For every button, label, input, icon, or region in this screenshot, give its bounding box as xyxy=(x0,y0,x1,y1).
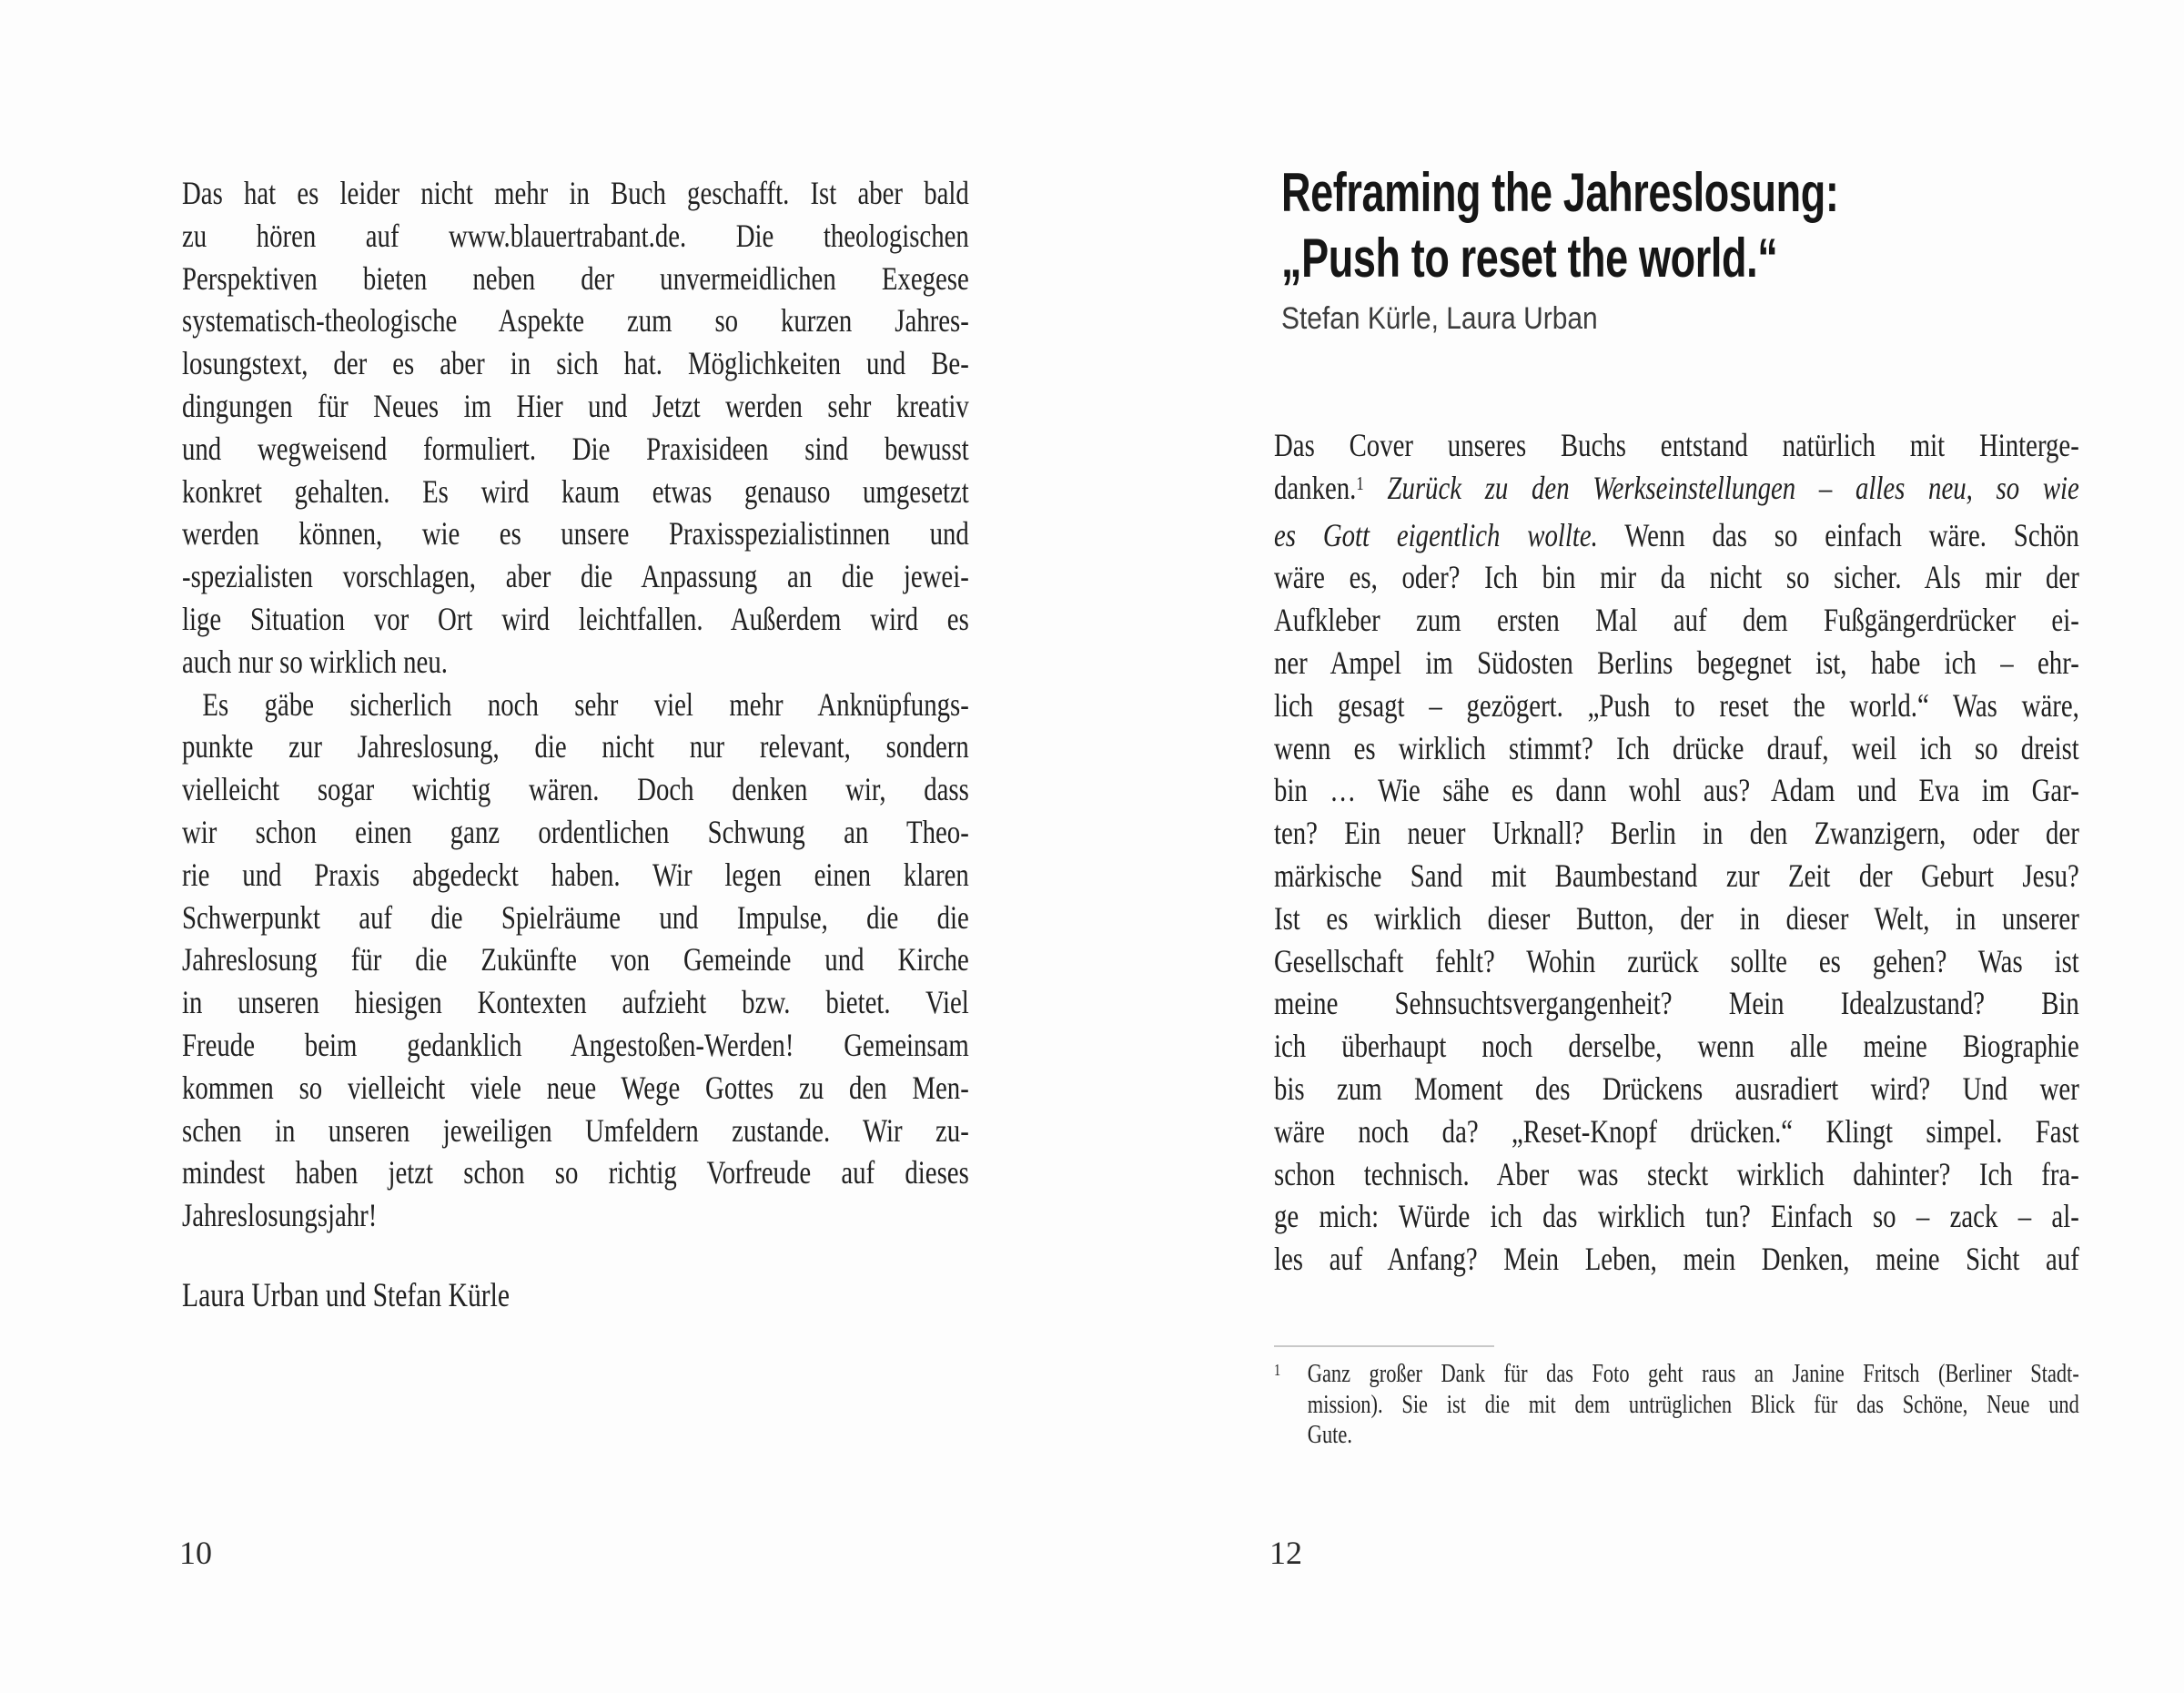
chapter-title xyxy=(1281,160,1838,291)
text-line: Das Cover unseres Buchs entstand natürlich mit Hinterge- xyxy=(1274,427,2079,463)
text-line: ner Ampel im Südosten Berlins begegnet ist, habe ich – ehr- xyxy=(1274,644,2079,681)
text-line: bin … Wie sähe es dann wohl aus? Adam und Eva im Gar- xyxy=(1274,772,2079,809)
text-line xyxy=(1274,514,2079,557)
text-line: Ist es wirklich dieser Button, der in dieser Welt, in unserer xyxy=(1274,899,2079,937)
text-line: auch nur so wirklich neu. xyxy=(182,643,448,680)
footnote-divider xyxy=(1274,1345,1494,1347)
text-line: wir schon einen ganz ordentlichen Schwung an Theo- xyxy=(182,813,969,850)
text-line: wäre noch da? „Reset-Knopf drücken.“ Klingt simpel. Fast xyxy=(1274,1112,2079,1150)
italic-text: Zurück zu den Werkseinstellungen – alles neu, so wie xyxy=(1387,469,2079,506)
text-line: losungstext, der es aber in sich hat. Möglichkeiten und Be- xyxy=(182,345,969,382)
right-body-text xyxy=(1274,424,2184,1281)
text-line: meine Sehnsuchtsvergangenheit? Mein Idealzustand? Bin xyxy=(1274,985,2079,1022)
text-line: schen in unseren jeweiligen Umfeldern zustande. Wir zu- xyxy=(182,1111,969,1149)
footnote xyxy=(1274,1359,2184,1451)
text-line: Aufkleber zum ersten Mal auf dem Fußgängerdrücker ei- xyxy=(1274,602,2079,639)
left-body-text xyxy=(182,172,1166,1237)
text-line: schon technisch. Aber was steckt wirklich dahinter? Ich fra- xyxy=(1274,1155,2079,1192)
chapter-title-block xyxy=(1281,160,2025,291)
text-line: ich überhaupt noch derselbe, wenn alle meine Biographie xyxy=(1274,1028,2079,1065)
signature: Laura Urban und Stefan Kürle xyxy=(182,1277,510,1314)
text-line: märkische Sand mit Baumbestand zur Zeit der Geburt Jesu? xyxy=(1274,857,2079,894)
footnote-marker: 1 xyxy=(1274,1361,1281,1379)
text-line: punkte zur Jahreslosung, die nicht nur relevant, sondern xyxy=(182,728,969,765)
page-number-left: 10 xyxy=(179,1535,212,1571)
text-line: systematisch-theologische Aspekte zum so kurzen Jahres- xyxy=(182,302,969,340)
text-line: lige Situation vor Ort wird leichtfallen. Außerdem wird es xyxy=(182,600,969,637)
text-line: ge mich: Würde ich das wirklich tun? Einfach so – zack – al- xyxy=(1274,1198,2079,1235)
text-line: les auf Anfang? Mein Leben, mein Denken, meine Sicht auf xyxy=(1274,1241,2079,1278)
text-line: wäre es, oder? Ich bin mir da nicht so sicher. Als mir der xyxy=(1274,559,2079,596)
footnote-column xyxy=(1274,1359,2079,1451)
text-line: Freude beim gedanklich Angestoßen-Werden! Gemeinsam xyxy=(182,1026,969,1063)
right-body-column xyxy=(1274,424,2079,1281)
footnote-reference: 1 xyxy=(1356,472,1364,495)
text-line: Es gäbe sicherlich noch sehr viel mehr Anknüpfungs- xyxy=(202,685,969,723)
text-line xyxy=(1274,467,2079,514)
left-body-column xyxy=(182,172,969,1237)
text-line: Jahreslosung für die Zukünfte von Gemeinde und Kirche xyxy=(182,941,969,978)
text-line: Ganz großer Dank für das Foto geht raus an Janine Fritsch (Berliner Stadt- xyxy=(1307,1360,2079,1388)
plain-text: Wenn das so einfach wäre. Schön xyxy=(1597,516,2079,553)
chapter-title-line-2: „Push to reset the world.“ xyxy=(1281,228,1778,289)
text-line: lich gesagt – gezögert. „Push to reset the world.“ Was wäre, xyxy=(1274,686,2079,724)
byline-block xyxy=(1281,300,1641,337)
text-line: kommen so vielleicht viele neue Wege Gottes zu den Men- xyxy=(182,1069,969,1106)
plain-text xyxy=(1364,470,1388,506)
text-line: und wegweisend formuliert. Die Praxisideen sind bewusst xyxy=(182,430,969,467)
text-line: Gesellschaft fehlt? Wohin zurück sollte es gehen? Was ist xyxy=(1274,942,2079,979)
byline: Stefan Kürle, Laura Urban xyxy=(1281,301,1598,336)
footnote-row xyxy=(1274,1359,2079,1451)
text-line: konkret gehalten. Es wird kaum etwas genauso umgesetzt xyxy=(182,472,969,510)
text-line: Gute. xyxy=(1307,1421,1352,1450)
page-number-right: 12 xyxy=(1269,1535,1302,1571)
text-line: Schwerpunkt auf die Spielräume und Impulse, die die xyxy=(182,898,969,936)
footnote-text xyxy=(1308,1359,2079,1451)
text-line: ten? Ein neuer Urknall? Berlin in den Zwanzigern, oder der xyxy=(1274,815,2079,852)
text-line: Das hat es leider nicht mehr in Buch geschafft. Ist aber bald xyxy=(182,175,969,211)
italic-text: es Gott eigentlich wollte. xyxy=(1274,516,1598,553)
text-line: zu hören auf www.blauertrabant.de. Die theologischen xyxy=(182,217,969,254)
text-line: -spezialisten vorschlagen, aber die Anpassung an die jewei- xyxy=(182,558,969,595)
text-line: dingungen für Neues im Hier und Jetzt werden sehr kreativ xyxy=(182,387,969,424)
text-line: Perspektiven bieten neben der unvermeidlichen Exegese xyxy=(182,259,969,297)
signature-block xyxy=(182,1275,592,1318)
text-line: werden können, wie es unsere Praxisspezialistinnen und xyxy=(182,515,969,553)
plain-text: danken. xyxy=(1274,469,1357,506)
text-line: bis zum Moment des Drückens ausradiert wird? Und wer xyxy=(1274,1070,2079,1107)
text-line: vielleicht sogar wichtig wären. Doch denken wir, dass xyxy=(182,771,969,808)
text-line: Jahreslosungsjahr! xyxy=(182,1197,378,1234)
text-line: in unseren hiesigen Kontexten aufzieht bzw. bietet. Viel xyxy=(182,984,969,1021)
text-line: wenn es wirklich stimmt? Ich drücke drauf, weil ich so dreist xyxy=(1274,729,2079,766)
chapter-title-line-1: Reframing the Jahreslosung: xyxy=(1281,162,1839,223)
text-line: mindest haben jetzt schon so richtig Vorfreude auf dieses xyxy=(182,1154,969,1191)
text-line: mission). Sie ist die mit dem untrüglichen Blick für das Schöne, Neue und xyxy=(1307,1390,2079,1419)
text-line: rie und Praxis abgedeckt haben. Wir legen einen klaren xyxy=(182,856,969,893)
